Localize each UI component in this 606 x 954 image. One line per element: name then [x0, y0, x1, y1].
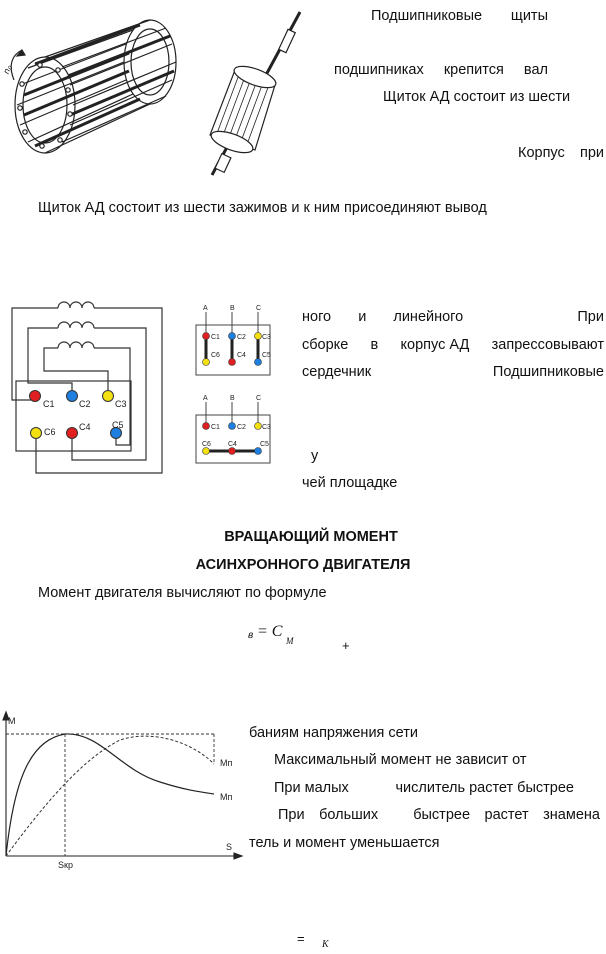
terminal-label: C3	[262, 424, 271, 431]
terminal-label: C4	[228, 441, 237, 448]
critical-slip-label: Sкр	[58, 860, 73, 870]
formula-lhs: в	[248, 630, 254, 641]
formula-plus: +	[342, 638, 350, 653]
text-line-terminal-box: Щиток АД состоит из шести	[383, 89, 571, 105]
text-line-middle-3	[302, 363, 604, 381]
phase-label: C	[256, 305, 262, 312]
phase-label: A	[203, 305, 208, 312]
text-word: числитель растет быстрее	[395, 780, 574, 796]
text-word: больших	[319, 807, 379, 823]
stator-rotor-figure	[0, 0, 330, 190]
text-line-shaft	[334, 61, 548, 79]
text-word: и	[358, 309, 367, 325]
text-line-middle-5: чей площадке	[302, 475, 398, 491]
bottom-formula-eq: =	[297, 931, 305, 946]
bottom-formula-k: K	[322, 939, 329, 950]
text-word: крепится	[443, 62, 504, 78]
terminal-label: C1	[43, 399, 55, 409]
delta-connection-diagram	[194, 302, 274, 377]
text-word: Подшипниковые	[492, 364, 604, 380]
terminal-label: C3	[115, 399, 127, 409]
terminal-label: C1	[211, 424, 220, 431]
text-line-right-4	[278, 806, 600, 824]
terminal-label: C2	[237, 424, 246, 431]
text-word: ного	[302, 309, 332, 325]
text-word: Корпус	[518, 145, 565, 161]
text-word: растет	[484, 807, 529, 823]
phase-label: A	[203, 395, 208, 402]
phase-label: C	[256, 395, 262, 402]
terminal-c4	[67, 428, 78, 439]
terminal-c6	[31, 428, 42, 439]
text-word: подшипниках	[334, 62, 424, 78]
text-line-housing	[518, 144, 604, 162]
text-word: сборке	[302, 337, 349, 353]
text-line-right-5: тель и момент уменьшается	[249, 835, 440, 851]
text-word: При малых	[274, 780, 349, 796]
terminal-label: C2	[237, 334, 246, 341]
text-line-right-1: баниям напряжения сети	[249, 725, 418, 741]
rotor-drawing	[209, 12, 300, 175]
stator-frame-drawing	[11, 20, 176, 153]
terminal-label: C6	[202, 441, 211, 448]
terminal-c2	[67, 391, 78, 402]
text-line-middle-1	[302, 308, 604, 326]
terminal-label: C6	[44, 427, 56, 437]
y-axis-label: M	[8, 716, 16, 726]
text-word: щиты	[510, 8, 548, 24]
terminal-label: C5	[112, 420, 124, 430]
text-line-right-2: Максимальный момент не зависит от	[274, 752, 527, 768]
terminal-label: C3	[262, 334, 271, 341]
text-line-middle-4: у	[311, 448, 319, 464]
text-word: сердечник	[302, 364, 372, 380]
winding-wiring-diagram	[8, 295, 173, 475]
text-word: знамена	[543, 807, 600, 823]
phase-label: B	[230, 395, 235, 402]
formula-intro: Момент двигателя вычисляют по формуле	[38, 585, 327, 601]
x-axis-label: S	[226, 842, 233, 852]
text-word: линейного	[393, 309, 464, 325]
terminal-label: C5	[260, 441, 269, 448]
text-word: запрессовывают	[491, 337, 604, 353]
text-word: при	[579, 145, 604, 161]
torque-slip-chart	[0, 710, 245, 875]
terminal-c1	[30, 391, 41, 402]
paragraph-terminal-box: Щиток АД состоит из шести зажимов и к ним присоединяют вывод	[38, 200, 487, 216]
torque-curve-natural	[6, 734, 214, 856]
text-line-right-3	[274, 779, 574, 797]
text-line-bearing-shields	[371, 7, 548, 25]
terminal-label: C5	[262, 352, 271, 359]
formula-coefficient: = C	[257, 623, 283, 640]
text-word: вал	[523, 62, 548, 78]
section-title-line-2: АСИНХРОННОГО ДВИГАТЕЛЯ	[195, 557, 411, 573]
text-word: При	[577, 309, 604, 325]
text-word: корпус АД	[400, 337, 470, 353]
curve-label: Mп	[220, 792, 233, 802]
section-title-line-1: ВРАЩАЮЩИЙ МОМЕНТ	[224, 529, 398, 545]
terminal-label: C4	[79, 422, 91, 432]
terminal-c3	[103, 391, 114, 402]
star-connection-diagram	[194, 392, 274, 467]
text-word: При	[278, 807, 305, 823]
curve-label: Mп	[220, 758, 233, 768]
text-line-middle-2	[302, 336, 604, 354]
terminal-label: C6	[211, 352, 220, 359]
terminal-label: C1	[211, 334, 220, 341]
text-word: в	[370, 337, 379, 353]
torque-curve-rheostat	[6, 736, 214, 856]
formula-subscript: M	[286, 636, 294, 646]
text-word: быстрее	[413, 807, 471, 823]
terminal-label: C2	[79, 399, 91, 409]
rotation-speed-label: n₀	[0, 63, 14, 76]
text-word: Подшипниковые	[371, 8, 483, 24]
terminal-label: C4	[237, 352, 246, 359]
phase-label: B	[230, 305, 235, 312]
